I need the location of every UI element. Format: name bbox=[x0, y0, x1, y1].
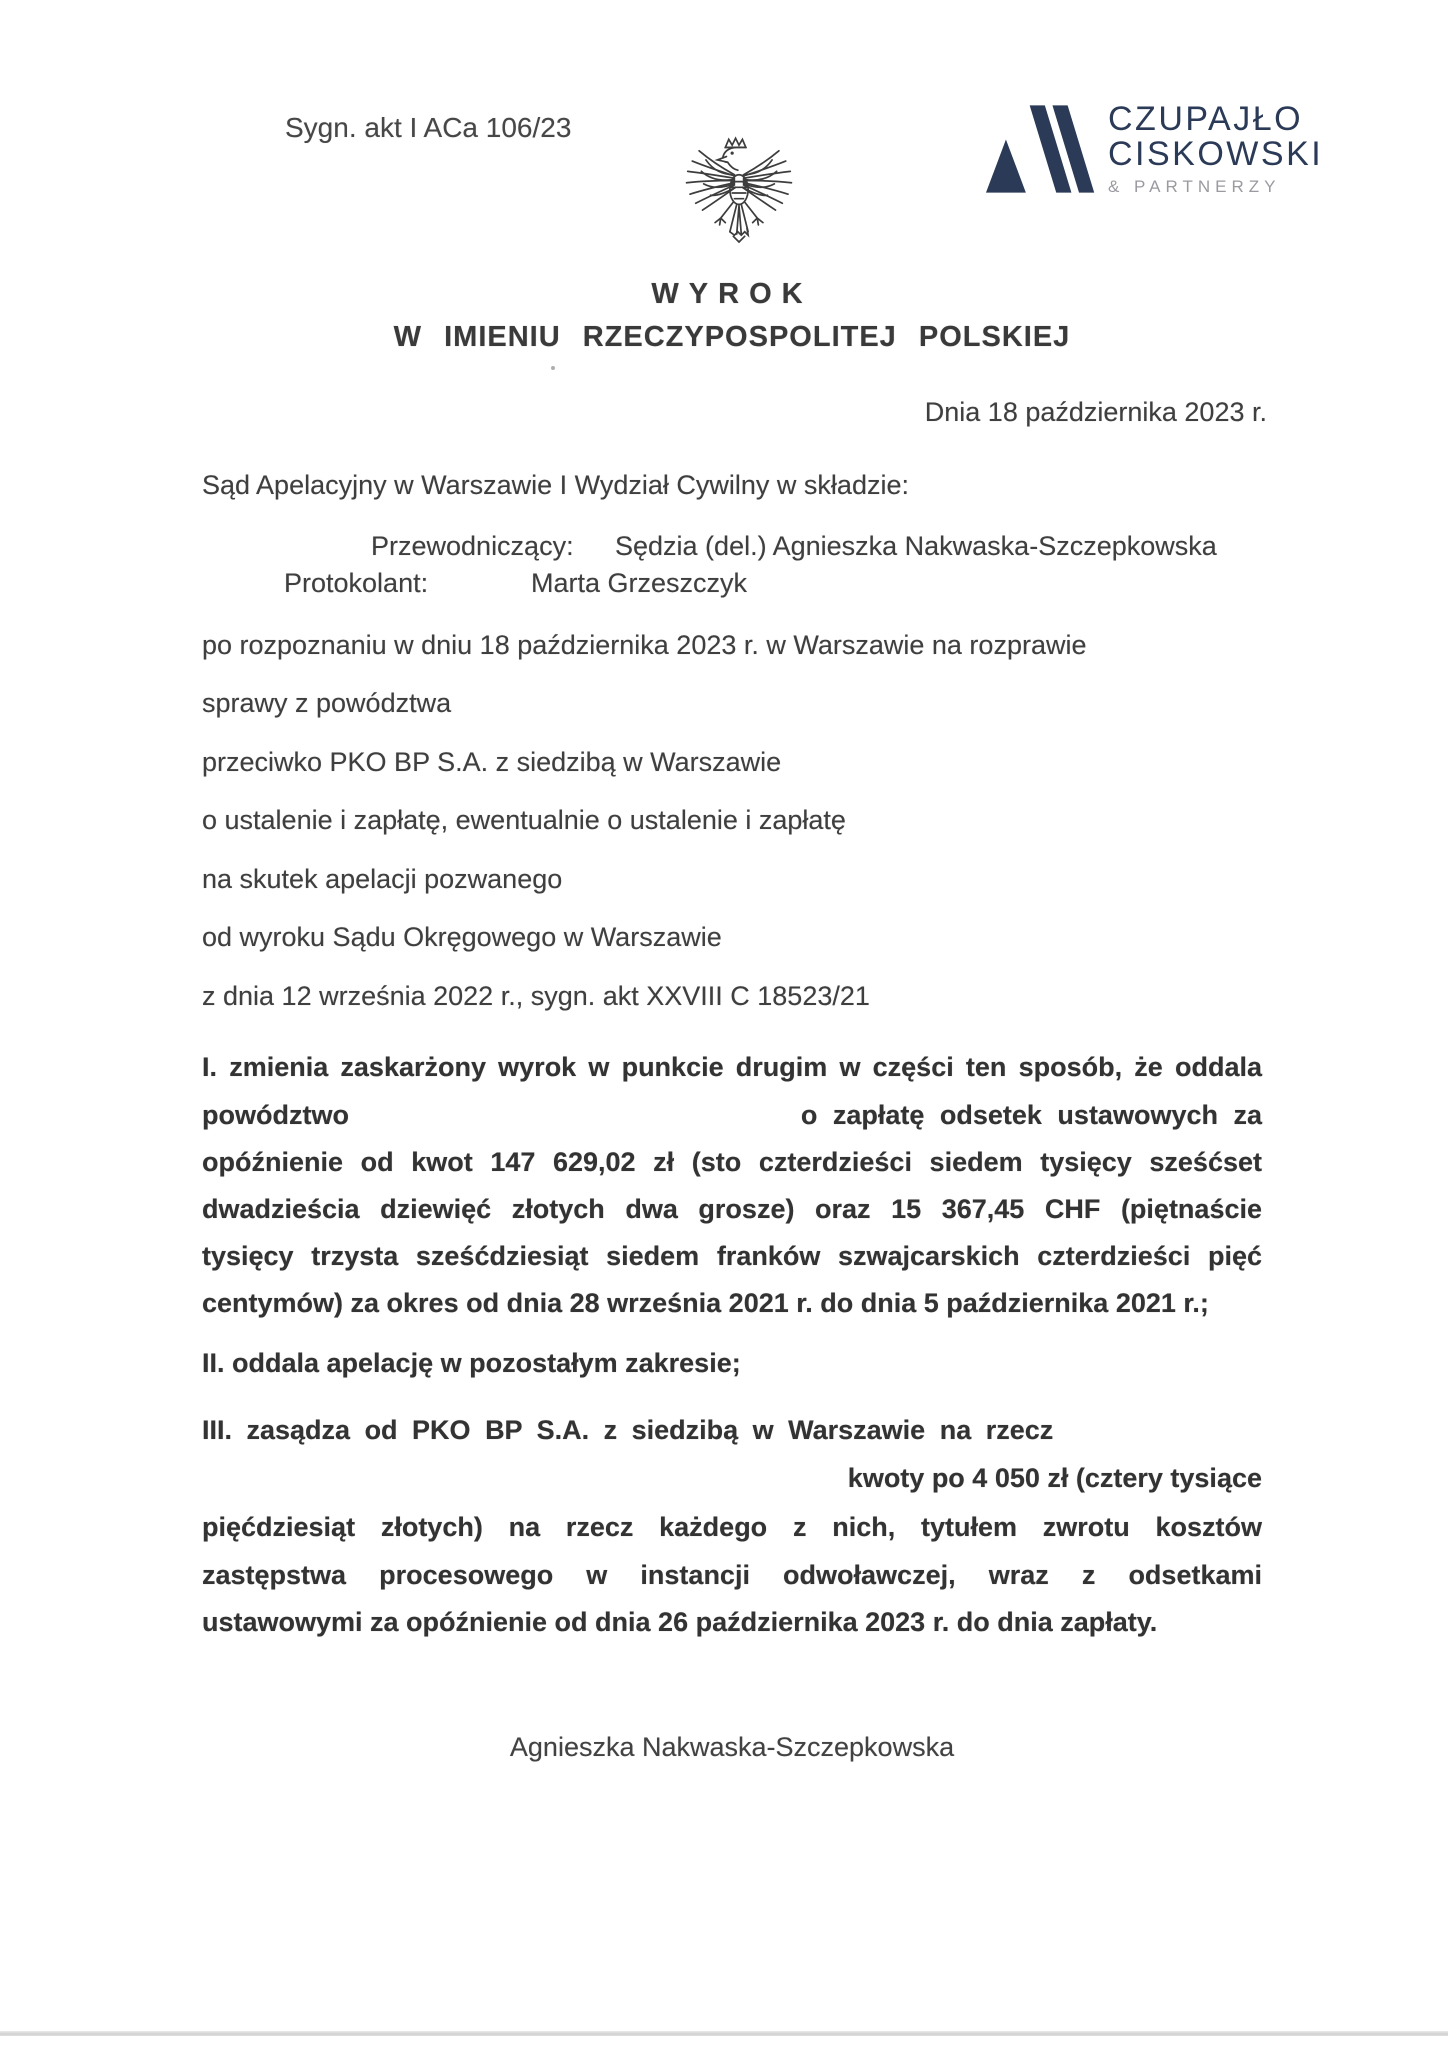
ruling-point-1-line: opóźnienie od kwot 147 629,02 zł (sto czterdzieści siedem tysięcy sześćset bbox=[202, 1147, 1262, 1177]
preamble-line: z dnia 12 września 2022 r., sygn. akt XXVIII C 18523/21 bbox=[202, 981, 870, 1011]
presiding-judge-label: Przewodniczący: bbox=[371, 531, 574, 561]
ruling-point-1-line: centymów) za okres od dnia 28 września 2021 r. do dnia 5 października 2021 r.; bbox=[202, 1288, 1209, 1318]
preamble-line: od wyroku Sądu Okręgowego w Warszawie bbox=[202, 922, 722, 952]
logo-tagline: & PARTNERZY bbox=[1108, 177, 1281, 196]
logo-name-line2: CISKOWSKI bbox=[1108, 135, 1324, 173]
eagle-icon bbox=[681, 136, 797, 250]
logo-text bbox=[1108, 100, 1323, 197]
ruling-point-1-line: dwadzieścia dziewięć złotych dwa grosze) oraz 15 367,45 CHF (piętnaście bbox=[202, 1194, 1262, 1224]
judge-signature: Agnieszka Nakwaska-Szczepkowska bbox=[509, 1732, 955, 1762]
preamble-line: przeciwko PKO BP S.A. z siedzibą w Warszawie bbox=[202, 747, 782, 777]
clerk-name: Marta Grzeszczyk bbox=[531, 568, 748, 598]
logo-mark-icon bbox=[986, 100, 1098, 198]
ruling-point-1-line2-right: o zapłatę odsetek ustawowych za bbox=[800, 1100, 1262, 1130]
ruling-point-3-line: kwoty po 4 050 zł (cztery tysiące bbox=[847, 1463, 1262, 1493]
ruling-point-1-line: I. zmienia zaskarżony wyrok w punkcie drugim w części ten sposób, że oddala bbox=[202, 1052, 1262, 1082]
court-composition-intro: Sąd Apelacyjny w Warszawie I Wydział Cywilny w składzie: bbox=[202, 470, 909, 500]
preamble-line: po rozpoznaniu w dniu 18 października 2023 r. w Warszawie na rozprawie bbox=[202, 630, 1087, 660]
judgment-subtitle: W IMIENIU RZECZYPOSPOLITEJ POLSKIEJ bbox=[393, 321, 1071, 353]
ruling-point-1-line-redacted bbox=[202, 1100, 1262, 1131]
case-number: Sygn. akt I ACa 106/23 bbox=[285, 112, 572, 143]
ruling-point-3-line: ustawowymi za opóźnienie od dnia 26 października 2023 r. do dnia zapłaty. bbox=[202, 1607, 1158, 1637]
ruling-point-3-line: zastępstwa procesowego w instancji odwoławczej, wraz z odsetkami bbox=[202, 1560, 1262, 1590]
ruling-point-2: II. oddala apelację w pozostałym zakresie; bbox=[202, 1348, 741, 1378]
clerk-label: Protokolant: bbox=[284, 568, 429, 598]
preamble-line: sprawy z powództwa bbox=[202, 688, 452, 718]
logo-name-line1: CZUPAJŁO bbox=[1108, 100, 1304, 138]
ruling-point-3-line: pięćdziesiąt złotych) na rzecz każdego z nich, tytułem zwrotu kosztów bbox=[202, 1512, 1262, 1542]
polish-eagle-emblem bbox=[681, 136, 797, 250]
ruling-point-3-line: III. zasądza od PKO BP S.A. z siedzibą w Warszawie na rzecz bbox=[202, 1415, 1054, 1445]
preamble-line: na skutek apelacji pozwanego bbox=[202, 864, 563, 894]
scan-edge-artifact bbox=[0, 2031, 1448, 2036]
ruling-point-1-line2-left: powództwo bbox=[202, 1100, 349, 1130]
law-firm-logo bbox=[986, 100, 1323, 198]
ruling-point-1-line: tysięcy trzysta sześćdziesiąt siedem franków szwajcarskich czterdzieści pięć bbox=[202, 1241, 1262, 1271]
judgment-title: WYROK bbox=[651, 278, 813, 310]
presiding-judge-name: Sędzia (del.) Agnieszka Nakwaska-Szczepkowska bbox=[615, 531, 1217, 561]
judgment-date: Dnia 18 października 2023 r. bbox=[924, 397, 1267, 427]
preamble-line: o ustalenie i zapłatę, ewentualnie o ustalenie i zapłatę bbox=[202, 805, 846, 835]
scan-dot-artifact bbox=[551, 366, 555, 370]
